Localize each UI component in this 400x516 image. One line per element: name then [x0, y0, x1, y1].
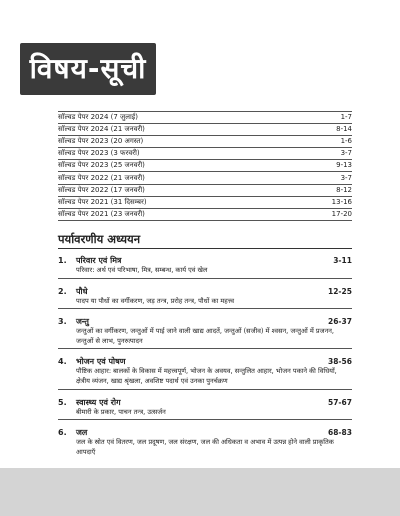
chapter-list — [58, 255, 352, 465]
chapter-entry[interactable] — [58, 316, 352, 349]
chapter-title: जल — [76, 428, 88, 438]
chapter-number: 2. — [58, 286, 67, 296]
paper-pages: 17-20 — [331, 209, 352, 218]
paper-label: सॉल्वड पेपर 2021 (23 जनवरी) — [58, 209, 145, 218]
paper-label: सॉल्वड पेपर 2023 (3 फरवरी) — [58, 149, 140, 158]
solved-papers-list — [58, 111, 352, 221]
footer-band — [0, 468, 400, 516]
chapter-description: परिवार: अर्थ एवं परिभाषा, मित्र, सम्बन्ध, कार्य एवं खेल — [76, 266, 208, 274]
chapter-entry[interactable] — [58, 427, 352, 458]
chapter-pages: 26-37 — [328, 317, 352, 327]
chapter-description: जल के स्रोत एवं वितरण, जल प्रदूषण, जल संरक्षण, जल की अधिकता व अभाव में उत्पन्न होने वाली प्राकृतिक आपदाएँ — [76, 438, 334, 456]
paper-pages: 8-14 — [336, 125, 352, 134]
chapter-divider — [58, 278, 352, 279]
paper-label: सॉल्वड पेपर 2024 (7 जुलाई) — [58, 113, 138, 122]
chapter-entry[interactable] — [58, 397, 352, 421]
chapter-number: 4. — [58, 357, 67, 367]
chapter-number: 1. — [58, 256, 67, 265]
chapter-pages: 38-56 — [328, 357, 352, 367]
paper-pages: 8-12 — [336, 185, 352, 194]
paper-row[interactable] — [58, 209, 352, 221]
chapter-title: भोजन एवं पोषण — [76, 357, 126, 367]
title-banner — [20, 43, 156, 95]
section-heading: पर्यावरणीय अध्ययन — [58, 232, 141, 246]
paper-pages: 13-16 — [331, 197, 352, 206]
chapter-title: जन्तु — [76, 317, 89, 327]
paper-row[interactable] — [58, 185, 352, 197]
chapter-number: 5. — [58, 397, 67, 407]
chapter-entry[interactable] — [58, 356, 352, 389]
paper-label: सॉल्वड पेपर 2021 (31 दिसम्बर) — [58, 197, 147, 206]
paper-row[interactable] — [58, 111, 352, 124]
paper-row[interactable] — [58, 172, 352, 184]
paper-row[interactable] — [58, 160, 352, 172]
chapter-pages: 12-25 — [328, 286, 352, 296]
chapter-number: 6. — [58, 428, 67, 438]
chapter-entry[interactable] — [58, 255, 352, 279]
chapter-description: पौष्टिक आहार: बालकों के विकास में महत्त्वपूर्ण, भोजन के अवयव, सन्तुलित आहार, भोजन पकाने की विधियाँ, क्षेत्रीय व्यंजन, खाद्य श्रृंखला, अवशिष्ट पदार्थ एवं उनका पुनर्चक्रण — [76, 367, 337, 385]
chapter-title: स्वास्थ्य एवं रोग — [76, 397, 121, 407]
chapter-description: पादप या पौधों का वर्गीकरण, जड़ तन्त्र, प्ररोह तन्त्र, पौधों का महत्त्व — [76, 296, 234, 305]
chapter-pages: 68-83 — [328, 428, 352, 438]
paper-label: सॉल्वड पेपर 2024 (21 जनवरी) — [58, 125, 145, 134]
chapter-divider — [58, 348, 352, 349]
paper-pages: 3-7 — [340, 173, 352, 182]
paper-label: सॉल्वड पेपर 2023 (20 अगस्त) — [58, 137, 144, 146]
paper-row[interactable] — [58, 197, 352, 209]
paper-row[interactable] — [58, 124, 352, 136]
chapter-pages: 3-11 — [333, 256, 352, 265]
chapter-title: परिवार एवं मित्र — [76, 256, 122, 265]
paper-pages: 1-6 — [340, 137, 352, 146]
chapter-pages: 57-67 — [328, 397, 352, 407]
paper-row[interactable] — [58, 136, 352, 148]
paper-label: सॉल्वड पेपर 2022 (17 जनवरी) — [58, 185, 145, 194]
chapter-divider — [58, 308, 352, 309]
chapter-description: जन्तुओं का वर्गीकरण, जन्तुओं में पाई जाने वाली खाद्य आदतें, जन्तुओं (सजीव) में श्वसन, जन्तुओं में प्रजनन, जन्तुओं से लाभ, पुनरुत्पादन — [76, 327, 334, 345]
chapter-description: बीमारी के प्रकार, पाचन तन्त्र, उत्सर्जन — [76, 407, 166, 416]
chapter-number: 3. — [58, 317, 67, 327]
chapter-divider — [58, 389, 352, 390]
paper-row[interactable] — [58, 148, 352, 160]
chapter-title: पौधे — [76, 286, 88, 296]
paper-pages: 1-7 — [340, 113, 352, 122]
paper-label: सॉल्वड पेपर 2023 (25 जनवरी) — [58, 161, 145, 170]
chapter-divider — [58, 419, 352, 420]
paper-label: सॉल्वड पेपर 2022 (21 जनवरी) — [58, 173, 145, 182]
paper-pages: 3-7 — [340, 149, 352, 158]
chapter-entry[interactable] — [58, 286, 352, 310]
section-divider — [58, 248, 352, 249]
paper-pages: 9-13 — [336, 161, 352, 170]
page-title: विषय-सूची — [29, 52, 147, 85]
